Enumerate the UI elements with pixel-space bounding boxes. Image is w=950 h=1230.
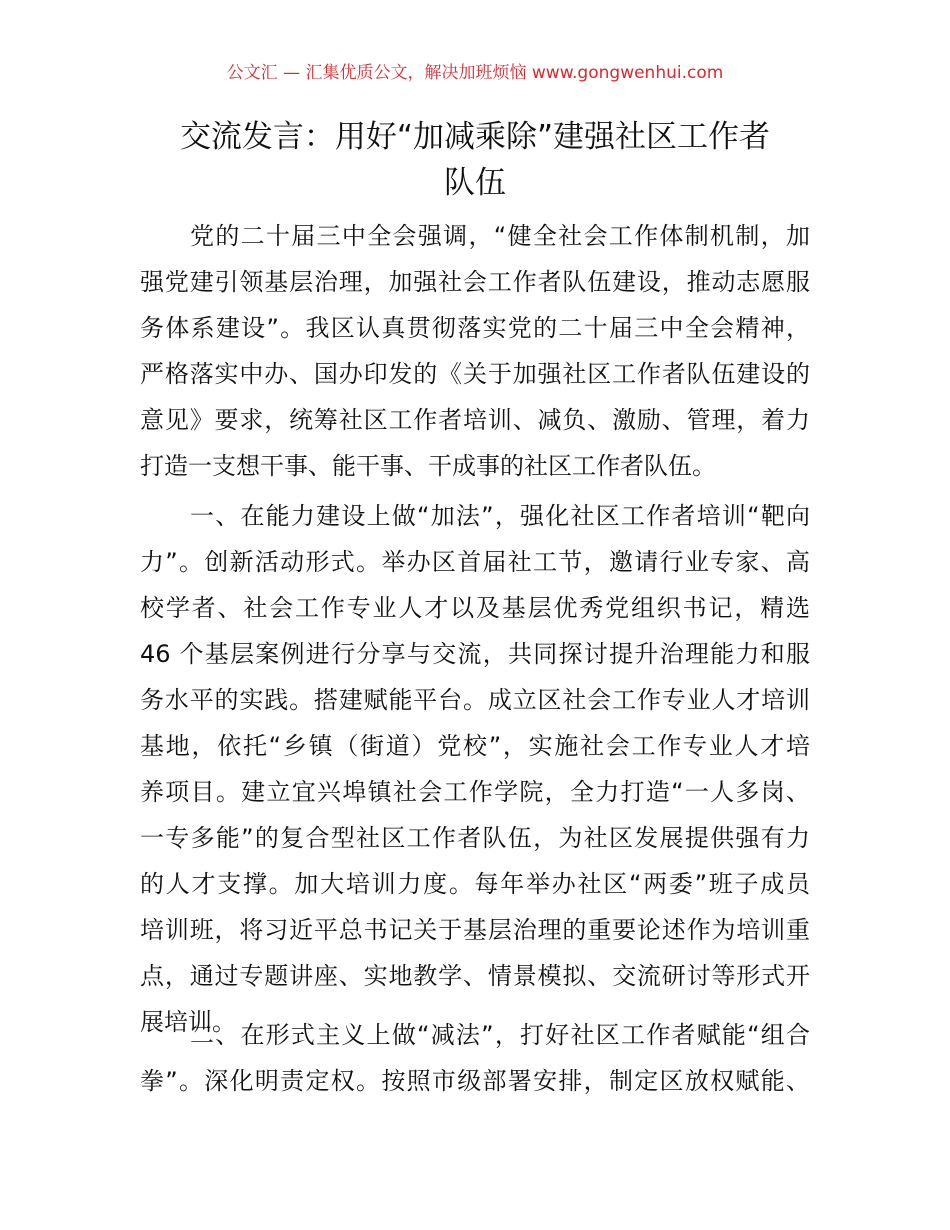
paragraph-section-1 [140,493,810,1045]
text-line: 严格落实中办、国办印发的《关于加强社区工作者队伍建设的 [140,360,810,388]
text-line: 展培训。 [140,1008,236,1036]
text-line: 打造一支想干事、能干事、干成事的社区工作者队伍。 [140,452,716,480]
paragraph-intro [140,213,810,489]
text-line: 二、在形式主义上做“减法”，打好社区工作者赋能“组合 [190,1021,810,1049]
text-line: 的人才支撑。加大培训力度。每年举办社区“两委”班子成员 [140,870,810,898]
text-line: 务体系建设”。我区认真贯彻落实党的二十届三中全会精神， [140,314,810,342]
text-line: 强党建引领基层治理，加强社会工作者队伍建设，推动志愿服 [140,268,810,296]
text-line: 党的二十届三中全会强调，“健全社会工作体制机制，加 [190,222,810,250]
document-title [100,114,850,206]
text-line: 一、在能力建设上做“加法”，强化社区工作者培训“靶向 [190,502,810,530]
paragraph-section-2 [140,1012,810,1104]
text-line: 点，通过专题讲座、实地教学、情景模拟、交流研讨等形式开 [140,962,810,990]
title-line: 队伍 [444,165,506,201]
text-line: 46 个基层案例进行分享与交流，共同探讨提升治理能力和服 [140,640,810,668]
text-line: 意见》要求，统筹社区工作者培训、减负、激励、管理，着力 [140,406,810,434]
site-banner: 公文汇 — 汇集优质公文，解决加班烦恼 www.gongwenhui.com [226,63,724,83]
text-line: 培训班，将习近平总书记关于基层治理的重要论述作为培训重 [140,916,810,944]
text-line: 拳”。深化明责定权。按照市级部署安排，制定区放权赋能、 [140,1067,810,1095]
text-line: 养项目。建立宜兴埠镇社会工作学院，全力打造“一人多岗、 [140,778,810,806]
title-line: 交流发言：用好“加减乘除”建强社区工作者 [179,119,771,155]
text-line: 务水平的实践。搭建赋能平台。成立区社会工作专业人才培训 [140,686,810,714]
text-line: 力”。创新活动形式。举办区首届社工节，邀请行业专家、高 [140,548,810,576]
text-line: 校学者、社会工作专业人才以及基层优秀党组织书记，精选 [140,594,810,622]
text-line: 一专多能”的复合型社区工作者队伍，为社区发展提供强有力 [140,824,810,852]
text-line: 基地，依托“乡镇（街道）党校”，实施社会工作专业人才培 [140,732,810,760]
